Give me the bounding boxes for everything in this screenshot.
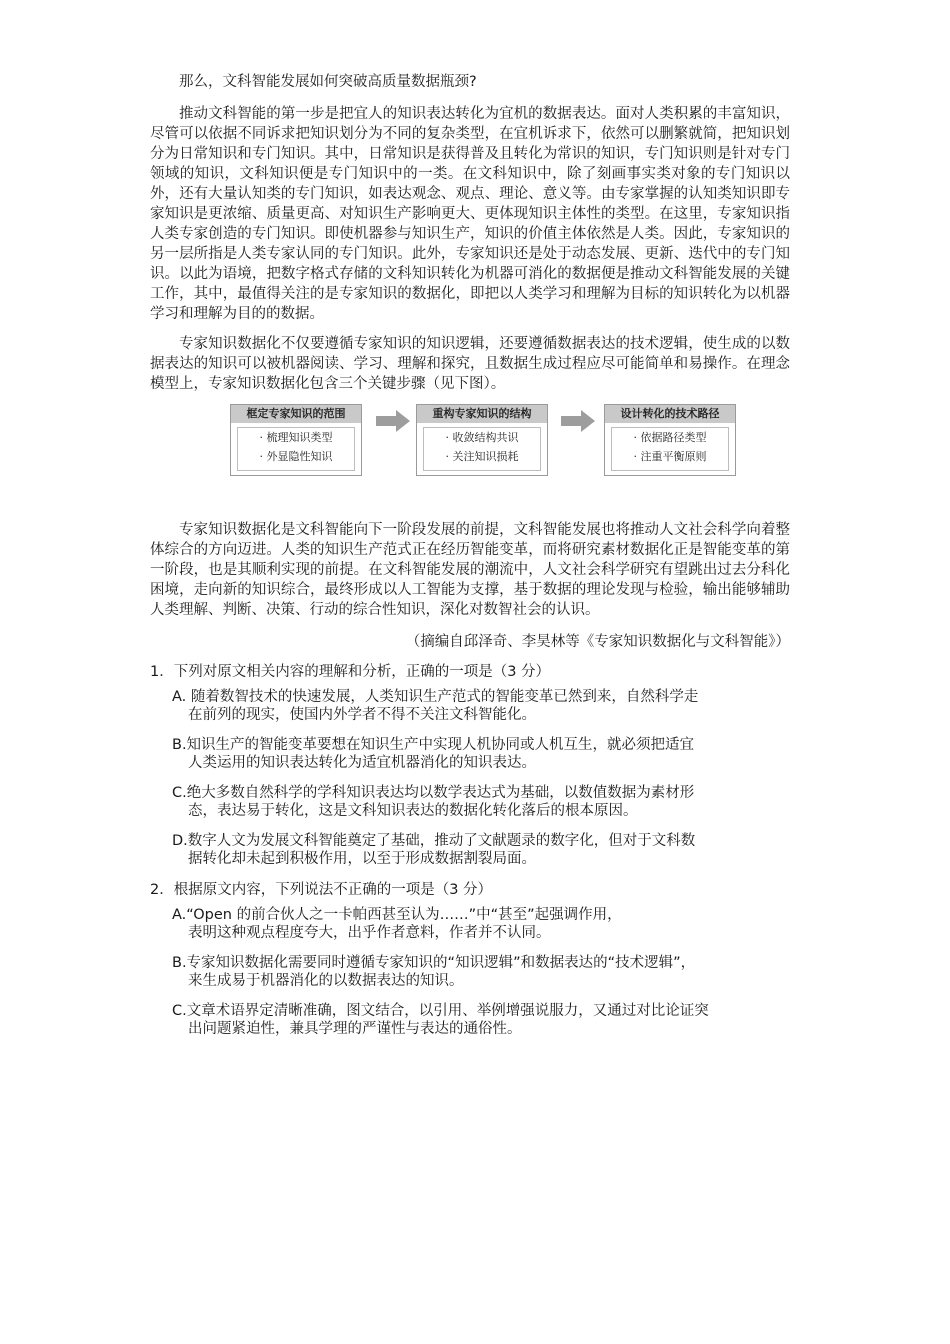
arrow-right-icon: [376, 410, 410, 432]
step-title: 设计转化的技术路径: [605, 405, 735, 423]
step-item: · 梳理知识类型: [259, 431, 333, 444]
step-title: 重构专家知识的结构: [417, 405, 547, 423]
step-item: · 关注知识损耗: [445, 450, 519, 463]
option-c[interactable]: [172, 784, 790, 820]
option-b[interactable]: [172, 954, 790, 990]
option-line: 在前列的现实，使国内外学者不得不关注文科智能化。: [188, 707, 536, 723]
option-line: 来生成易于机器消化的以数据表达的知识。: [188, 973, 464, 989]
process-diagram: [150, 404, 790, 482]
step-item: · 依据路径类型: [633, 431, 707, 444]
diagram-step-2: [416, 404, 548, 476]
option-line: C.文章术语界定清晰准确，图文结合，以引用、举例增强说服力，又通过对比论证突: [172, 1003, 709, 1019]
option-line: A.“Open 的前合伙人之一卡帕西甚至认为……”中“甚至”起强调作用，: [172, 907, 622, 923]
option-line: 出问题紧迫性，兼具学理的严谨性与表达的通俗性。: [188, 1021, 522, 1037]
body-paragraph: 推动文科智能的第一步是把宜人的知识表达转化为宜机的数据表达。面对人类积累的丰富知识，尽管可以依据不同诉求把知识划分为不同的复杂类型，在宜机诉求下，依然可以删繁就简，把知识划分为日常知识和专门知识。其中，日常知识是获得普及且转化为常识的知识，专门知识则是针对专门领域的知识，文科知识便是专门知识中的一类。在文科知识中，除了刻画事实类对象的专门知识以外，还有大量认知类的专门知识，如表达观念、观点、理论、意义等。由专家掌握的认知类知识即专家知识是更浓缩、质量更高、对知识生产影响更大、更体现知识主体性的类型。在这里，专家知识指人类专家创造的专门知识。即使机器参与知识生产，知识的价值主体依然是人类。因此，专家知识的另一层所指是人类专家认同的专门知识。此外，专家知识还是处于动态发展、更新、迭代中的专门知识。以此为语境，把数字格式存储的文科知识转化为机器可消化的数据便是推动文科智能发展的关键工作，其中，最值得关注的是专家知识的数据化，即把以人类学习和理解为目标的知识转化为以机器学习和理解为目的的数据。: [150, 106, 790, 322]
option-d[interactable]: [172, 832, 790, 868]
option-line: C.绝大多数自然科学的学科知识表达均以数学表达式为基础，以数值数据为素材形: [172, 785, 695, 801]
option-line: 态，表达易于转化，这是文科知识表达的数据化转化落后的根本原因。: [188, 803, 638, 819]
closing-paragraph: 专家知识数据化是文科智能向下一阶段发展的前提，文科智能发展也将推动人文社会科学向着整体综合的方向迈进。人类的知识生产范式正在经历智能变革，而将研究素材数据化正是智能变革的第一阶段，也是其顺利实现的前提。在文科智能发展的潮流中，人文社会科学研究有望跳出过去分科化困境，走向新的知识综合，最终形成以人工智能为支撑，基于数据的理论发现与检验，输出能够辅助人类理解、判断、决策、行动的综合性知识，深化对数智社会的认识。: [150, 522, 790, 618]
step-item: · 注重平衡原则: [633, 450, 707, 463]
option-line: D.数字人文为发展文科智能奠定了基础，推动了文献题录的数字化，但对于文科数: [172, 833, 696, 849]
option-line: B.知识生产的智能变革要想在知识生产中实现人机协同或人机互生，就必须把适宜: [172, 737, 695, 753]
step-item: · 收敛结构共识: [445, 431, 519, 444]
option-a[interactable]: [172, 688, 790, 724]
question-lead: 那么，文科智能发展如何突破高质量数据瓶颈?: [179, 74, 477, 90]
diagram-step-3: [604, 404, 736, 476]
question-stem: 2．根据原文内容，下列说法不正确的一项是（3 分）: [150, 882, 493, 898]
option-line: B.专家知识数据化需要同时遵循专家知识的“知识逻辑”和数据表达的“技术逻辑”，: [172, 955, 696, 971]
option-line: A. 随着数智技术的快速发展，人类知识生产范式的智能变革已然到来，自然科学走: [172, 689, 699, 705]
option-line: 表明这种观点程度夸大，出乎作者意料，作者并不认同。: [188, 925, 551, 941]
option-line: 人类运用的知识表达转化为适宜机器消化的知识表达。: [188, 755, 536, 771]
step-items: [237, 427, 355, 471]
option-line: 据转化却未起到积极作用，以至于形成数据割裂局面。: [188, 851, 536, 867]
diagram-step-1: [230, 404, 362, 476]
body-paragraph: 专家知识数据化不仅要遵循专家知识的知识逻辑，还要遵循数据表达的技术逻辑，使生成的以数据表达的知识可以被机器阅读、学习、理解和探究，且数据生成过程应尽可能简单和易操作。在理念模型上，专家知识数据化包含三个关键步骤（见下图）。: [150, 336, 790, 392]
step-items: [423, 427, 541, 471]
step-items: [611, 427, 729, 471]
option-b[interactable]: [172, 736, 790, 772]
document-page: [150, 72, 790, 1050]
option-a[interactable]: [172, 906, 790, 942]
question-stem: 1．下列对原文相关内容的理解和分析，正确的一项是（3 分）: [150, 664, 551, 680]
arrow-right-icon: [561, 410, 595, 432]
source-citation: （摘编自邱泽奇、李昊林等《专家知识数据化与文科智能》）: [405, 634, 790, 650]
step-title: 框定专家知识的范围: [231, 405, 361, 423]
step-item: · 外显隐性知识: [259, 450, 333, 463]
option-c[interactable]: [172, 1002, 790, 1038]
